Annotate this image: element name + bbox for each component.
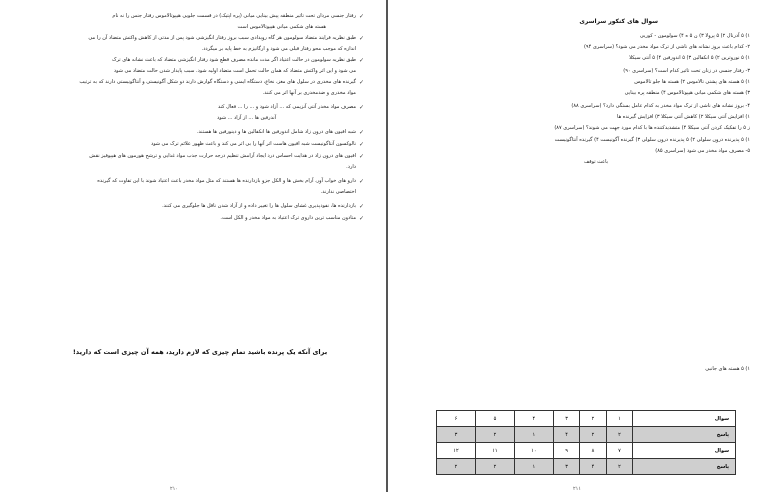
table-cell: ۲ bbox=[475, 427, 514, 443]
row-label: پاسخ bbox=[633, 459, 736, 475]
text-line: مصرف مواد مخدر آنتی آنزیمی که ... آزاد شود و ... را ... فعال کند bbox=[218, 104, 356, 110]
quote-text: برای آنکه یک پرنده باشید تمام چیزی که لازم دارید، همه آن چیزی است که دارید! bbox=[72, 348, 328, 356]
text-line: دارو های خواب آور، آرام بخش ها و الکل جزو بازدارنده ها هستند که مثل مواد مخدر باعث اعتیاد شوند با این تفاوت که گیرنده bbox=[97, 178, 356, 184]
page-number: ۲۱۱ bbox=[573, 486, 582, 492]
text-line: رفتار جنسی مردان تحت تاثیر منطقه پیش بینایی میانی (پره اپتیک) در قسمت جلویی هیپوتالاموس رفتار جنس را نه نام bbox=[112, 13, 356, 19]
question-text: ۳- رفتار جنسی در زنان تحت تاثیر کدام است؟ (سراسری ۹۰) bbox=[623, 68, 750, 74]
check-bullet-icon: ✓ bbox=[358, 79, 364, 86]
question-text: ز ۵ را تفکیک کردن آنتی سیکلا ۴) متشدیدکننده ها با کدام مورد جهت می شوند؟ (سراسری ۸۷) bbox=[554, 125, 750, 131]
question-text: باعث توقف bbox=[584, 159, 608, 165]
table-cell: ۱ bbox=[514, 459, 553, 475]
table-cell: ۳ bbox=[437, 427, 476, 443]
answer-options: ۳) هسته های شکمی میانی هیپوتالاموس ۴) منطقه پره بینایی bbox=[624, 90, 750, 96]
text-line: نالوکسون آنتاگونیست شبه افیون هاست اثر آنها را بی اثر می کند و باعث ظهور علائم ترک می شود bbox=[150, 141, 356, 147]
text-line: شبه افیون های درون زاد شامل اندورفین ها انکفالین ها و دینورفین ها هستند. bbox=[196, 129, 356, 135]
text-line: دارد. bbox=[346, 164, 356, 170]
text-line: اندازه که موجب محو رفتار قبلی می شود و ارگانیزم به خط پایه بر میگردد. bbox=[201, 46, 356, 52]
check-bullet-icon: ✓ bbox=[358, 13, 364, 20]
text-line: اختصاصی ندارند. bbox=[320, 189, 356, 195]
check-bullet-icon: ✓ bbox=[358, 141, 364, 148]
check-bullet-icon: ✓ bbox=[358, 129, 364, 136]
text-line: طبق نظریه فرایند متضاد سولومون هر گاه رویدادی سبب بروز رفتار انگیزشی شود پس از مدتی از کاهش واکنش متضاد آن را می bbox=[88, 35, 356, 41]
check-bullet-icon: ✓ bbox=[358, 203, 364, 210]
question-text: ۵- مصرف مواد مخدر می شود (سراسری ۸۵) bbox=[655, 148, 750, 154]
text-line: متادون مناسب ترین داروی ترک اعتیاد به مواد مخدر و الکل است. bbox=[220, 215, 356, 221]
table-cell: ۳ bbox=[553, 459, 579, 475]
question-text: ۲- کدام باعث بروز نشانه های ناشی از ترک مواد مخدر می شود؟ (سراسری ۹۴) bbox=[583, 44, 750, 50]
table-cell: ۶ bbox=[437, 411, 476, 427]
table-cell: ۲ bbox=[580, 411, 606, 427]
row-label: سوال bbox=[633, 411, 736, 427]
row-label: پاسخ bbox=[633, 427, 736, 443]
answer-options: ۱) ۵ نوروترین ۲) ۵ انکفالین ۳) ۵ اندورفین ۴) ۵ آنتی سیکلا bbox=[629, 55, 750, 61]
table-cell: ۱ bbox=[514, 427, 553, 443]
table-cell: ۹ bbox=[553, 443, 579, 459]
table-cell: ۴ bbox=[514, 411, 553, 427]
table-cell: ۲ bbox=[475, 459, 514, 475]
table-cell: ۱ bbox=[606, 411, 632, 427]
text-line: افیون های درون زاد در هدایت احساس درد ایجاد آرامش تنظیم درجه حرارت جذب مواد غذایی و ترشح هورمون های هیپوفیز نقش bbox=[89, 153, 356, 159]
check-bullet-icon: ✓ bbox=[358, 153, 364, 160]
table-cell: ۳ bbox=[553, 411, 579, 427]
text-line: بازدارنده ها، نفوذپذیری غشای سلول ها را تغییر داده و از آزاد شدن ناقل ها جلوگیری می کنند. bbox=[162, 203, 356, 209]
answer-options: ۱) ۵ آدرنال ۲) ۵ پرولا ۳) ن ۵ ه ۴) سولومون - کوربی bbox=[639, 33, 750, 39]
table-row bbox=[437, 459, 736, 475]
text-line: مواد مخدری و ضدمخدری بر آنها اثر می کنند. bbox=[262, 90, 356, 96]
answer-options: ۱) افزایش آنتی سیکلا ۲) کاهش آنتی سیکلا ۳) افزایش گیرنده ها bbox=[617, 114, 750, 120]
check-bullet-icon: ✓ bbox=[358, 57, 364, 64]
right-page bbox=[388, 0, 768, 492]
table-row bbox=[437, 427, 736, 443]
table-cell: ۱۱ bbox=[475, 443, 514, 459]
page-title: سوال های کنکور سراسری bbox=[579, 18, 658, 25]
table-cell: ۴ bbox=[580, 459, 606, 475]
question-text: ۴- بروز نشانه های ناشی از ترک مواد مخدر به کدام عامل بستگی دارد؟ (سراسری ۸۸) bbox=[571, 103, 750, 109]
table-cell: ۲ bbox=[437, 459, 476, 475]
table-row bbox=[437, 411, 736, 427]
check-bullet-icon: ✓ bbox=[358, 104, 364, 111]
check-bullet-icon: ✓ bbox=[358, 35, 364, 42]
table-cell: ۱۰ bbox=[514, 443, 553, 459]
table-row bbox=[437, 443, 736, 459]
table-cell: ۱۲ bbox=[437, 443, 476, 459]
check-bullet-icon: ✓ bbox=[358, 215, 364, 222]
answer-options: ۱) ۵ هسته های پشتی تالاموس ۲) هسته ها جلو تالاموس bbox=[634, 79, 750, 85]
table-cell: ۲ bbox=[606, 427, 632, 443]
answer-options: ۱) ۵ هسته های جانبی bbox=[705, 366, 750, 372]
table-cell: ۲ bbox=[606, 459, 632, 475]
table-cell: ۸ bbox=[580, 443, 606, 459]
table-cell: ۷ bbox=[606, 443, 632, 459]
text-line: طبق نظریه سولومون در حالت اعتیاد اگر مدت مانده مصرف قطع شود رفتار انگیزشی متضاد که باعث نشانه های ترک bbox=[111, 57, 356, 63]
check-bullet-icon: ✓ bbox=[358, 178, 364, 185]
answer-options: ۱) ۵ پذیرنده درون سلولی ۲) ۵ پذیرنده درون سلولی ۳) گیرنده آگونیست ۴) گیرنده آنتاگونیست bbox=[554, 137, 750, 143]
text-line: گیرنده های مخدری در سلول های مغز، نخاع، دستگاه ایمنی و دستگاه گوارش دارند دو شکل آگونیستی و آنتاگونیستی دارند که به ترتیب bbox=[79, 79, 356, 85]
page-number: ۲۱۰ bbox=[170, 486, 179, 492]
table-cell: ۵ bbox=[475, 411, 514, 427]
table-cell: ۴ bbox=[553, 427, 579, 443]
answer-key-table bbox=[436, 410, 736, 475]
text-line: هسته های شکمی میانی هیپوتالاموس است bbox=[237, 24, 326, 30]
text-line: آندرفین ها ... از آزاد ... شود bbox=[217, 115, 276, 121]
table-cell: ۲ bbox=[580, 427, 606, 443]
text-line: می شود و این اثر واکنش متضاد که همان حالت تحمل است متضاد اولیه شود. سبب پایدار شدن حالت متضاد می شود bbox=[113, 68, 356, 74]
row-label: سوال bbox=[633, 443, 736, 459]
